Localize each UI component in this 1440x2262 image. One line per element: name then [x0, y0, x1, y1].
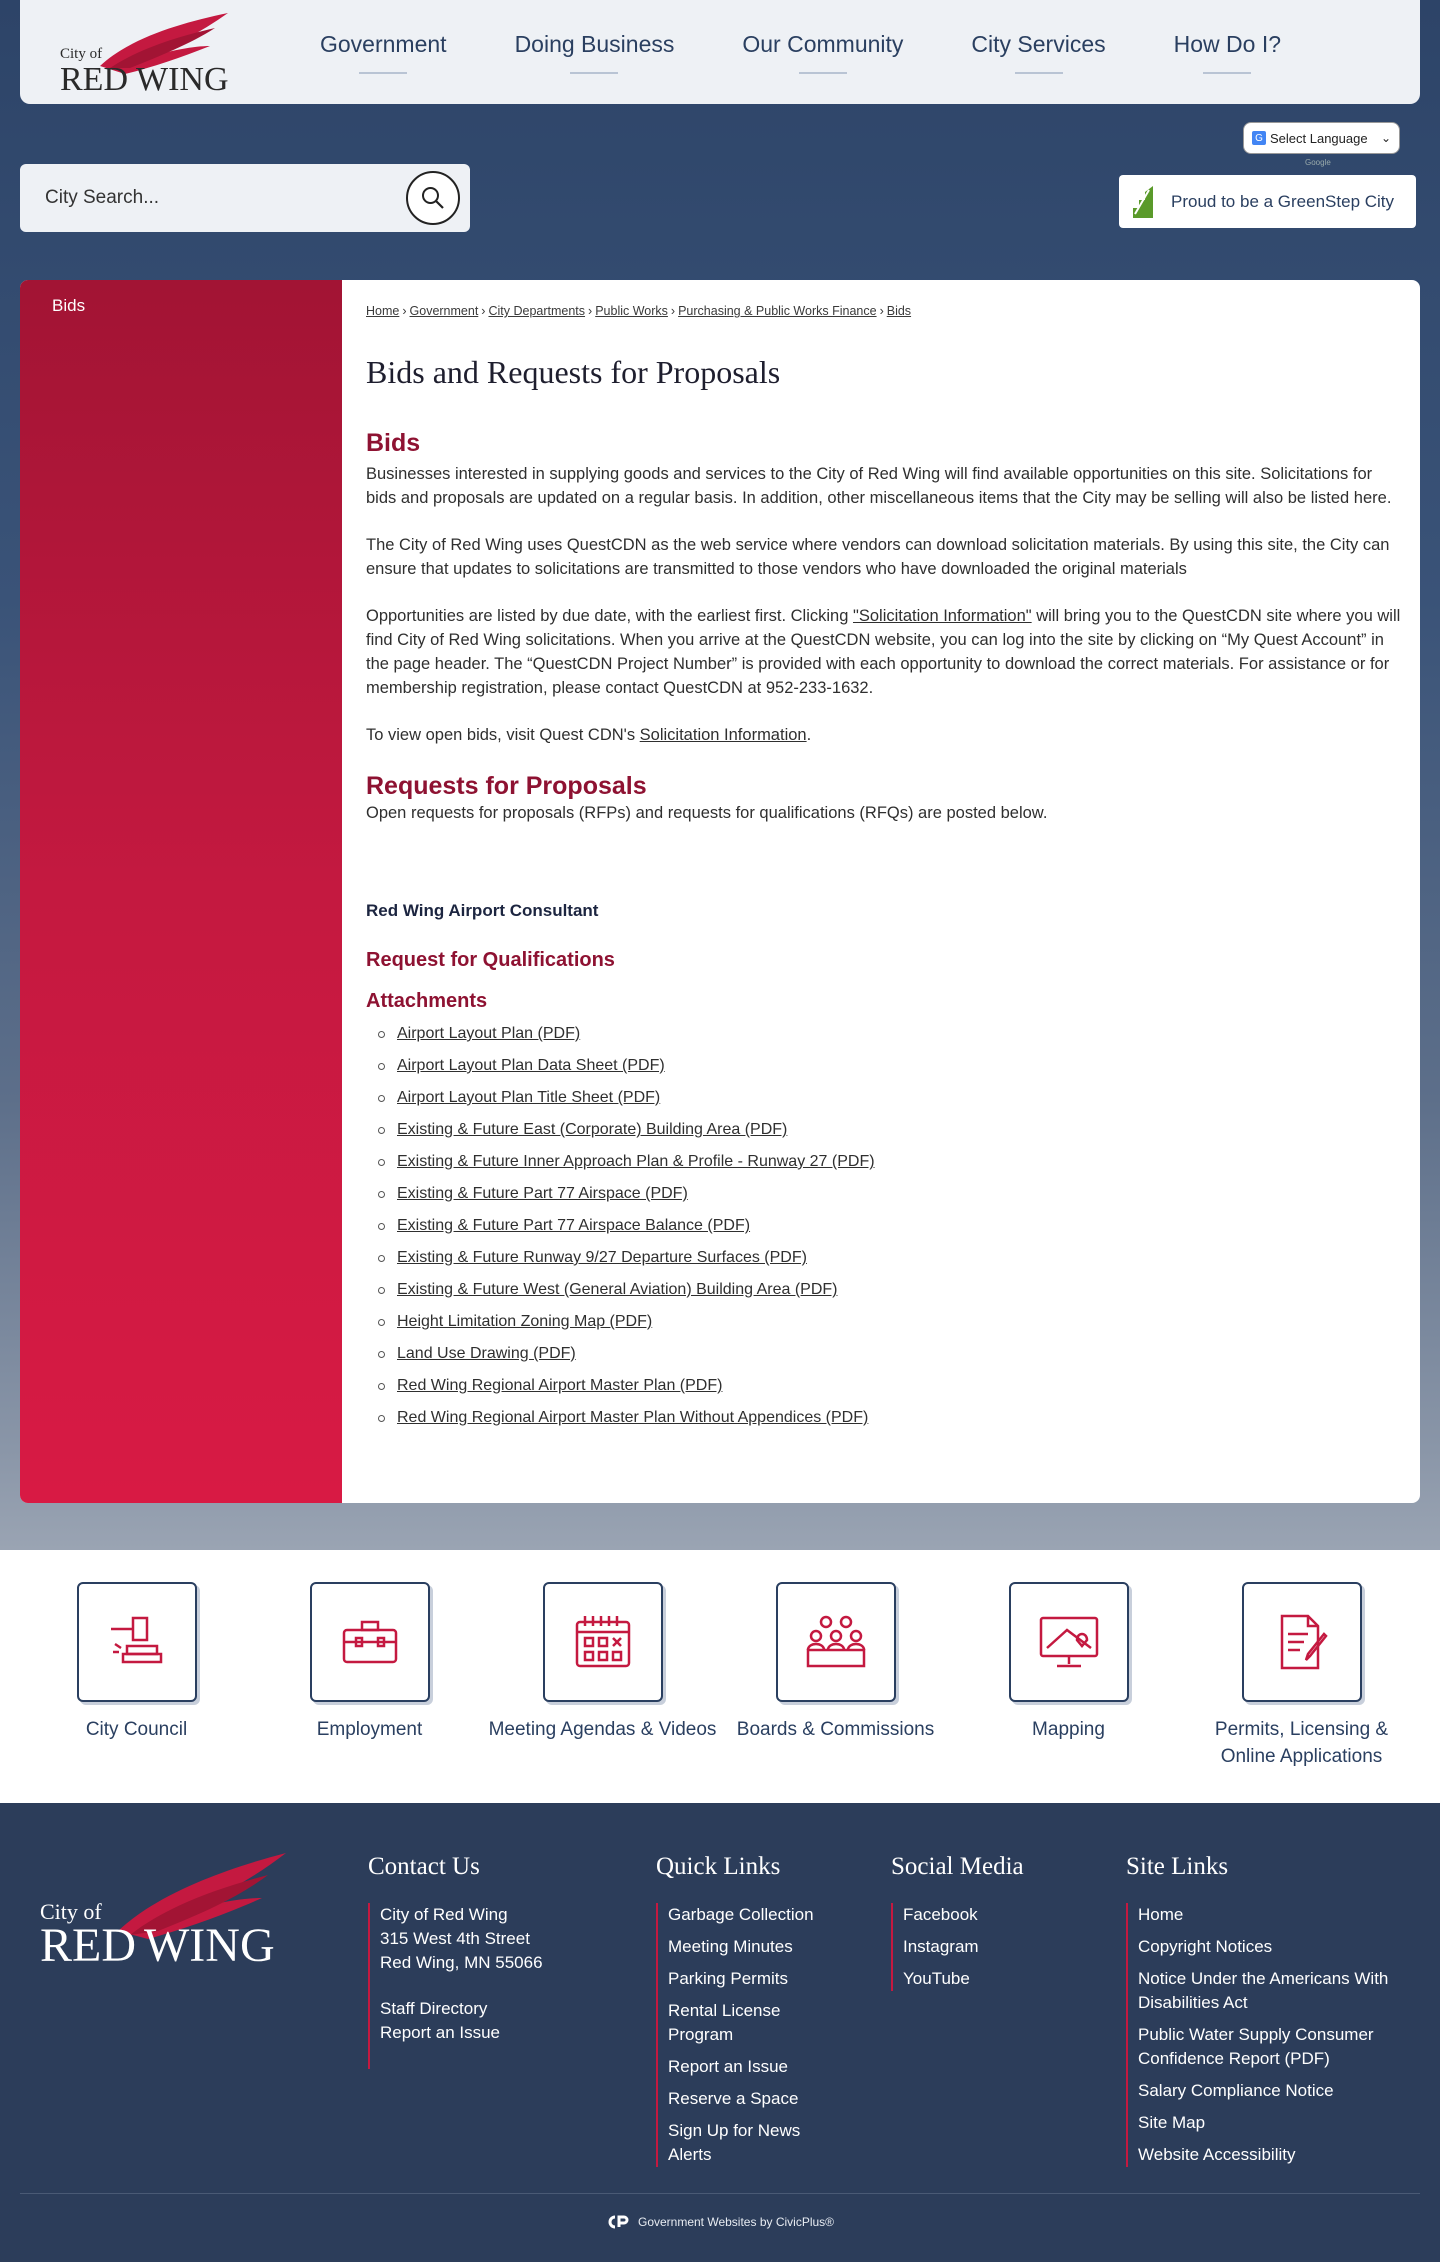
footer-social — [891, 1853, 1071, 1999]
language-select-label: Select Language — [1270, 130, 1368, 146]
svg-text:City of: City of — [60, 46, 103, 62]
breadcrumb-government[interactable]: Government — [409, 304, 479, 318]
sidebar-item-label: Bids — [52, 296, 86, 315]
svg-text:RED: RED — [60, 61, 128, 96]
city-logo[interactable] — [40, 8, 230, 96]
bids-intro: Businesses interested in supplying goods and services to the City of Red Wing will find available opportunities on this site. Solicitations for bids and proposals are updated on a regular basis. In addition, other miscellaneous items that the City may be selling will also be listed here. — [366, 465, 1392, 507]
open-bids-text: To view open bids, visit Quest CDN's — [366, 726, 640, 744]
breadcrumb-home[interactable]: Home — [366, 304, 400, 318]
footer-link[interactable]: Salary Compliance Notice — [1138, 2081, 1334, 2100]
youtube-link[interactable]: YouTube — [903, 1969, 970, 1988]
opportunities-text-rest: will bring you to the QuestCDN site where you will find City of Red Wing solicitations. When you arrive at the QuestCDN website, you can log into the site by clicking on “My Quest Account” in the page header. The “QuestCDN Project Number” is provided with each opportunity to download the correct materials. For assistance or for membership registration, please contact QuestCDN at 952-233-1632. — [366, 607, 1401, 697]
google-translate-icon: G — [1252, 131, 1266, 145]
list-item — [378, 1306, 1406, 1338]
list-item — [378, 1050, 1406, 1082]
calendar-icon — [543, 1582, 663, 1702]
nav-our-community[interactable]: Our Community — [742, 0, 903, 104]
footer-credit-text: Government Websites by CivicPlus® — [637, 2215, 835, 2229]
attachment-link[interactable]: Existing & Future West (General Aviation) Building Area (PDF) — [397, 1281, 838, 1298]
footer-credit[interactable] — [0, 2215, 1440, 2229]
solicitation-info-link[interactable]: "Solicitation Information" — [852, 607, 1032, 625]
quick-link-label: Mapping — [1032, 1719, 1105, 1740]
list-item — [378, 1018, 1406, 1050]
footer-quick-links — [656, 1853, 856, 2167]
svg-text:WING: WING — [144, 1919, 275, 1968]
quick-link-employment[interactable] — [253, 1582, 486, 1743]
quick-links-band — [0, 1550, 1440, 1803]
quick-link-meeting-agendas[interactable] — [486, 1582, 719, 1743]
footer-link[interactable]: Notice Under the Americans With Disabilities Act — [1138, 1969, 1389, 2012]
attachments-list — [366, 1018, 1406, 1434]
list-item — [378, 1338, 1406, 1370]
footer-site-links — [1126, 1853, 1426, 2167]
list-item — [378, 1082, 1406, 1114]
footer-contact — [368, 1853, 618, 2069]
attachment-link[interactable]: Existing & Future Runway 9/27 Departure Surfaces (PDF) — [397, 1249, 807, 1266]
attachment-link[interactable]: Red Wing Regional Airport Master Plan (PDF) — [397, 1377, 723, 1394]
main-nav — [320, 0, 1349, 104]
nav-doing-business[interactable]: Doing Business — [515, 0, 675, 104]
footer-link[interactable]: Sign Up for News Alerts — [668, 2121, 801, 2164]
attachment-link[interactable]: Existing & Future Inner Approach Plan & Profile - Runway 27 (PDF) — [397, 1153, 875, 1170]
footer-link[interactable]: Reserve a Space — [668, 2089, 799, 2108]
attachment-link[interactable]: Airport Layout Plan (PDF) — [397, 1025, 581, 1042]
footer-quick-heading: Quick Links — [656, 1853, 781, 1880]
footer-link[interactable]: Site Map — [1138, 2113, 1206, 2132]
list-item — [378, 1210, 1406, 1242]
attachment-link[interactable]: Height Limitation Zoning Map (PDF) — [397, 1313, 653, 1330]
document-pen-icon — [1242, 1582, 1362, 1702]
sidebar-item-bids[interactable] — [20, 280, 342, 332]
greenstep-label: Proud to be a GreenStep City — [1171, 191, 1395, 211]
footer-social-heading: Social Media — [891, 1853, 1024, 1880]
footer-logo[interactable] — [38, 1843, 288, 1968]
airport-consultant-title: Red Wing Airport Consultant — [366, 901, 599, 920]
quick-link-label: Meeting Agendas & Videos — [488, 1719, 717, 1740]
nav-how-do-i[interactable]: How Do I? — [1174, 0, 1281, 104]
civicplus-icon — [606, 2215, 630, 2229]
svg-text:WING: WING — [136, 61, 229, 96]
footer-link[interactable]: Garbage Collection — [668, 1905, 814, 1924]
quick-link-city-council[interactable] — [20, 1582, 253, 1743]
footer-link[interactable]: Public Water Supply Consumer Confidence Report (PDF) — [1138, 2025, 1374, 2068]
report-issue-link[interactable]: Report an Issue — [380, 2023, 501, 2042]
search-bar — [20, 164, 470, 232]
greenstep-icon — [1129, 184, 1157, 220]
quick-link-label: Permits, Licensing & Online Applications — [1214, 1719, 1389, 1767]
quick-link-boards[interactable] — [719, 1582, 952, 1743]
page-content — [366, 280, 1406, 1434]
quick-link-label: Employment — [316, 1719, 423, 1740]
footer-link[interactable]: Home — [1138, 1905, 1184, 1924]
footer-contact-body — [368, 1903, 618, 2069]
footer-quick-body — [656, 1903, 856, 2167]
map-monitor-icon — [1009, 1582, 1129, 1702]
search-input[interactable] — [45, 187, 395, 209]
opportunities-paragraph — [366, 604, 1406, 700]
attachment-link[interactable]: Existing & Future East (Corporate) Building Area (PDF) — [397, 1121, 788, 1138]
quick-link-label: City Council — [85, 1719, 188, 1740]
attachment-link[interactable]: Airport Layout Plan Title Sheet (PDF) — [397, 1089, 661, 1106]
main-content-card — [20, 280, 1420, 1503]
chevron-down-icon: ⌄ — [1380, 131, 1391, 145]
contact-street: 315 West 4th Street — [380, 1929, 530, 1948]
contact-name: City of Red Wing — [380, 1905, 508, 1924]
footer-link[interactable]: Copyright Notices — [1138, 1937, 1273, 1956]
search-icon — [420, 185, 446, 211]
list-item — [378, 1178, 1406, 1210]
nav-government[interactable]: Government — [320, 0, 447, 104]
gavel-icon — [77, 1582, 197, 1702]
rfp-text: Open requests for proposals (RFPs) and requests for qualifications (RFQs) are posted below. — [366, 804, 1048, 822]
site-footer — [0, 1803, 1440, 2262]
footer-link[interactable]: Report an Issue — [668, 2057, 789, 2076]
greenstep-badge[interactable] — [1119, 175, 1416, 228]
list-item — [378, 1146, 1406, 1178]
open-bids-paragraph — [366, 723, 1406, 747]
instagram-link[interactable]: Instagram — [903, 1937, 979, 1956]
open-bids-period: . — [806, 726, 812, 744]
rfq-heading: Request for Qualifications — [366, 949, 615, 971]
footer-contact-heading: Contact Us — [368, 1853, 480, 1880]
quick-link-mapping[interactable] — [952, 1582, 1185, 1743]
list-item — [378, 1242, 1406, 1274]
attachment-link[interactable]: Land Use Drawing (PDF) — [397, 1345, 576, 1362]
footer-site-heading: Site Links — [1126, 1853, 1229, 1880]
list-item — [378, 1114, 1406, 1146]
site-header — [20, 0, 1420, 104]
footer-divider — [20, 2193, 1420, 2194]
nav-city-services[interactable]: City Services — [971, 0, 1105, 104]
bids-heading: Bids — [366, 429, 421, 457]
svg-text:City of: City of — [40, 1899, 102, 1924]
attachment-link[interactable]: Airport Layout Plan Data Sheet (PDF) — [397, 1057, 665, 1074]
footer-social-body — [891, 1903, 1071, 1991]
attachments-heading: Attachments — [366, 990, 488, 1012]
breadcrumb: Home › Government › City Departments › Public Works › Purchasing & Public Works Finance › Bids — [366, 304, 912, 318]
breadcrumb-bids[interactable]: Bids — [886, 304, 912, 318]
footer-link[interactable]: Meeting Minutes — [668, 1937, 793, 1956]
list-item — [378, 1370, 1406, 1402]
facebook-link[interactable]: Facebook — [903, 1905, 978, 1924]
questcdn-paragraph: The City of Red Wing uses QuestCDN as the web service where vendors can download solicitation materials. By using this site, the City can ensure that updates to solicitations are transmitted to those vendors who have downloaded the original materials — [366, 536, 1390, 578]
breadcrumb-purchasing[interactable]: Purchasing & Public Works Finance — [678, 304, 877, 318]
attachment-link[interactable]: Existing & Future Part 77 Airspace Balance (PDF) — [397, 1217, 751, 1234]
attachment-link[interactable]: Existing & Future Part 77 Airspace (PDF) — [397, 1185, 688, 1202]
open-bids-link[interactable]: Solicitation Information — [639, 726, 807, 744]
list-item — [378, 1274, 1406, 1306]
page-title: Bids and Requests for Proposals — [366, 354, 781, 390]
attachment-link[interactable]: Red Wing Regional Airport Master Plan Without Appendices (PDF) — [397, 1409, 869, 1426]
staff-directory-link[interactable]: Staff Directory — [380, 1999, 488, 2018]
rfp-heading: Requests for Proposals — [366, 772, 647, 800]
list-item — [378, 1402, 1406, 1434]
footer-site-body — [1126, 1903, 1426, 2167]
quick-link-label: Boards & Commissions — [736, 1719, 935, 1740]
briefcase-icon — [310, 1582, 430, 1702]
google-powered: Google — [1305, 158, 1331, 167]
breadcrumb-public-works[interactable]: Public Works — [595, 304, 668, 318]
svg-text:RED: RED — [40, 1919, 136, 1968]
quick-link-permits[interactable] — [1185, 1582, 1418, 1770]
sidebar — [20, 280, 342, 1503]
language-select[interactable] — [1243, 122, 1400, 154]
search-button[interactable] — [406, 171, 460, 225]
opportunities-text: Opportunities are listed by due date, with the earliest first. Clicking — [366, 607, 853, 625]
people-icon — [776, 1582, 896, 1702]
breadcrumb-city-departments[interactable]: City Departments — [488, 304, 586, 318]
footer-link[interactable]: Rental License Program — [668, 2001, 781, 2044]
contact-city: Red Wing, MN 55066 — [380, 1953, 543, 1972]
footer-link[interactable]: Website Accessibility — [1138, 2145, 1296, 2164]
footer-link[interactable]: Parking Permits — [668, 1969, 788, 1988]
